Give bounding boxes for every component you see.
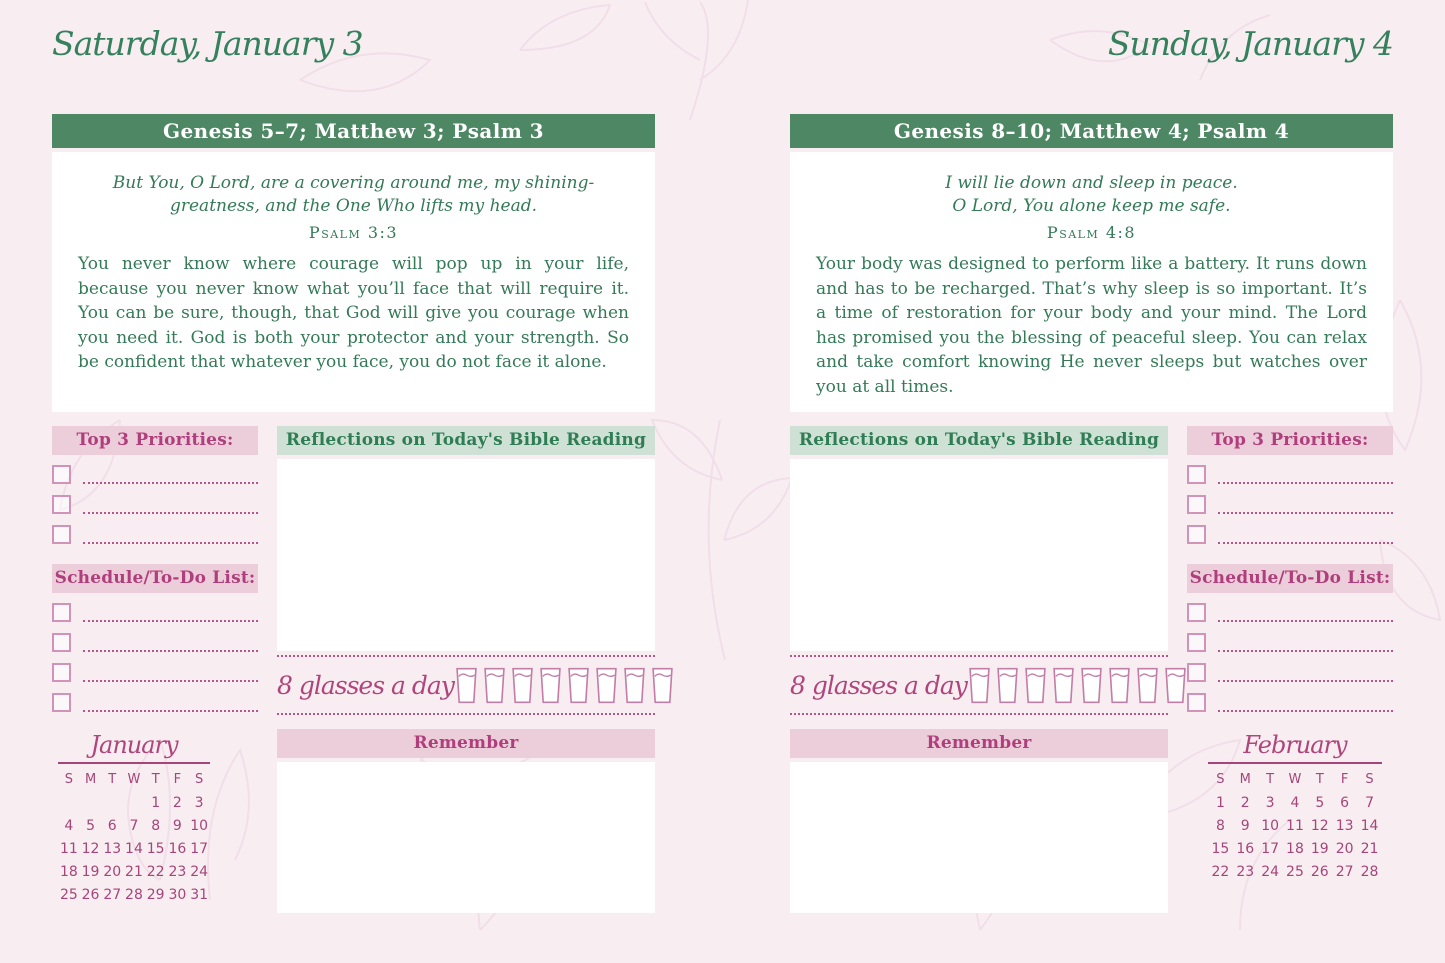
write-in-line[interactable] — [1218, 464, 1393, 484]
write-in-line[interactable] — [83, 524, 258, 544]
write-in-line[interactable] — [1218, 662, 1393, 682]
priorities-banner: Top 3 Priorities: — [1187, 426, 1393, 455]
water-glass-icon[interactable] — [995, 666, 1020, 705]
mini-calendar-divider — [58, 762, 210, 764]
water-glass-icon[interactable] — [1135, 666, 1160, 705]
calendar-day[interactable]: 7 — [1365, 794, 1374, 811]
write-in-line[interactable] — [83, 662, 258, 682]
calendar-day-header: M — [1239, 772, 1251, 787]
priorities-checklist — [52, 464, 258, 554]
schedule-banner: Schedule/To-Do List: — [52, 564, 258, 593]
calendar-day[interactable]: 5 — [86, 817, 96, 834]
calendar-day[interactable]: 16 — [168, 840, 187, 857]
calendar-day[interactable]: 18 — [59, 863, 78, 880]
schedule-checklist — [1187, 602, 1393, 722]
mini-calendar — [1208, 731, 1382, 883]
calendar-day[interactable]: 14 — [1360, 817, 1379, 834]
calendar-day[interactable]: 31 — [190, 886, 209, 903]
calendar-day[interactable]: 26 — [1310, 863, 1329, 880]
calendar-day[interactable]: 19 — [81, 863, 100, 880]
calendar-day[interactable]: 3 — [1265, 794, 1275, 811]
planner-page-left — [52, 0, 655, 963]
date-header: Saturday, January 3 — [52, 24, 363, 63]
calendar-day-header: S — [1365, 772, 1374, 787]
checklist-row — [1187, 692, 1393, 712]
water-glass-row — [967, 666, 1188, 705]
checkbox[interactable] — [1187, 465, 1206, 484]
water-glass-icon[interactable] — [967, 666, 992, 705]
water-glass-icon[interactable] — [538, 666, 563, 705]
calendar-day[interactable]: 28 — [1360, 863, 1379, 880]
checkbox[interactable] — [52, 525, 71, 544]
calendar-day[interactable]: 27 — [103, 886, 122, 903]
calendar-day[interactable]: 20 — [1335, 840, 1354, 857]
water-tracker — [277, 655, 655, 715]
calendar-day[interactable]: 11 — [1286, 817, 1304, 834]
calendar-day[interactable]: 8 — [1215, 817, 1225, 834]
calendar-day[interactable]: 12 — [81, 840, 100, 857]
water-glass-icon[interactable] — [482, 666, 507, 705]
calendar-day[interactable]: 11 — [59, 840, 78, 857]
calendar-day[interactable]: 22 — [1211, 863, 1230, 880]
calendar-day[interactable]: 8 — [151, 817, 161, 834]
calendar-day-header: T — [1266, 772, 1275, 787]
water-glass-icon[interactable] — [566, 666, 591, 705]
water-glass-row — [454, 666, 675, 705]
schedule-banner: Schedule/To-Do List: — [1187, 564, 1393, 593]
calendar-day[interactable]: 10 — [190, 817, 209, 834]
mini-calendar-divider — [1208, 762, 1382, 764]
calendar-day[interactable]: 24 — [190, 863, 209, 880]
water-glass-icon[interactable] — [650, 666, 675, 705]
checkbox[interactable] — [1187, 633, 1206, 652]
calendar-day[interactable]: 4 — [64, 817, 74, 834]
calendar-day[interactable]: 17 — [190, 840, 209, 857]
calendar-day — [101, 791, 123, 814]
devotional-box — [790, 152, 1393, 412]
reflections-banner: Reflections on Today's Bible Reading — [277, 426, 655, 455]
write-in-line[interactable] — [83, 464, 258, 484]
water-glass-icon[interactable] — [594, 666, 619, 705]
water-glass-icon[interactable] — [454, 666, 479, 705]
write-in-line[interactable] — [1218, 632, 1393, 652]
checklist-row — [52, 692, 258, 712]
write-in-line[interactable] — [83, 494, 258, 514]
calendar-day[interactable]: 2 — [1240, 794, 1250, 811]
remember-writing-area[interactable] — [277, 762, 655, 913]
water-glass-icon[interactable] — [1107, 666, 1132, 705]
calendar-day[interactable]: 2 — [172, 794, 182, 811]
calendar-day[interactable]: 19 — [1310, 840, 1329, 857]
calendar-day[interactable]: 24 — [1261, 863, 1280, 880]
scripture-quote — [816, 172, 1367, 219]
scripture-reference: Psalm 3:3 — [308, 222, 399, 242]
calendar-day[interactable]: 1 — [1215, 794, 1225, 811]
calendar-day-header: W — [127, 772, 141, 787]
water-glass-icon[interactable] — [1023, 666, 1048, 705]
mini-calendar-table — [58, 768, 210, 906]
quote-line: greatness, and the One Who lifts my head. — [169, 196, 537, 217]
calendar-day[interactable]: 15 — [1211, 840, 1230, 857]
calendar-day[interactable]: 7 — [129, 817, 139, 834]
calendar-day[interactable]: 27 — [1335, 863, 1354, 880]
calendar-day-header: F — [1340, 772, 1349, 787]
calendar-day[interactable]: 17 — [1261, 840, 1280, 857]
calendar-day[interactable]: 18 — [1286, 840, 1304, 857]
reflections-banner: Reflections on Today's Bible Reading — [790, 426, 1168, 455]
calendar-day[interactable]: 4 — [1290, 794, 1300, 811]
schedule-checklist — [52, 602, 258, 722]
priorities-checklist — [1187, 464, 1393, 554]
reflections-writing-area[interactable] — [277, 459, 655, 651]
calendar-day[interactable]: 16 — [1236, 840, 1255, 857]
mini-calendar — [58, 731, 210, 906]
calendar-day-header: M — [84, 772, 97, 787]
calendar-day-header: S — [64, 772, 73, 787]
reflections-writing-area[interactable] — [790, 459, 1168, 651]
calendar-day[interactable]: 13 — [103, 840, 122, 857]
calendar-day-header: T — [1315, 772, 1324, 787]
bible-reading-banner: Genesis 5–7; Matthew 3; Psalm 3 — [52, 114, 655, 148]
calendar-day[interactable]: 9 — [1240, 817, 1250, 834]
remember-writing-area[interactable] — [790, 762, 1168, 913]
water-tracker-label: 8 glasses a day — [277, 670, 454, 700]
water-glass-icon[interactable] — [622, 666, 647, 705]
scripture-quote — [78, 172, 629, 219]
calendar-day[interactable]: 10 — [1261, 817, 1280, 834]
calendar-day-header: F — [173, 772, 182, 787]
calendar-day[interactable]: 21 — [1360, 840, 1379, 857]
calendar-day[interactable]: 25 — [59, 886, 78, 903]
calendar-day — [58, 791, 80, 814]
bible-reading-banner: Genesis 8–10; Matthew 4; Psalm 4 — [790, 114, 1393, 148]
checklist-row — [52, 494, 258, 514]
water-tracker — [790, 655, 1168, 715]
mini-calendar-grid — [1208, 768, 1382, 883]
calendar-day-header: T — [151, 772, 160, 787]
checklist-row — [52, 464, 258, 484]
write-in-line[interactable] — [1218, 692, 1393, 712]
mini-calendar-title: February — [1243, 731, 1347, 759]
checklist-row — [1187, 494, 1393, 514]
calendar-day[interactable]: 14 — [125, 840, 143, 857]
devotional-box — [52, 152, 655, 412]
checkbox[interactable] — [52, 693, 71, 712]
calendar-day[interactable]: 15 — [146, 840, 165, 857]
quote-line: O Lord, You alone keep me safe. — [952, 196, 1231, 217]
checkbox[interactable] — [52, 495, 71, 514]
checklist-row — [52, 524, 258, 544]
calendar-day[interactable]: 25 — [1286, 863, 1304, 880]
checklist-row — [1187, 524, 1393, 544]
mini-calendar-grid — [58, 768, 210, 906]
calendar-day — [123, 791, 145, 814]
checkbox[interactable] — [1187, 603, 1206, 622]
write-in-line[interactable] — [1218, 602, 1393, 622]
calendar-day[interactable]: 6 — [107, 817, 117, 834]
calendar-day[interactable]: 13 — [1335, 817, 1354, 834]
devotional-text: You never know where courage will pop up in your life, because you never know what you’ll face that will require it. You can be sure, though, that God will give you courage when you need it. God is both your protector and your strength. So be confident that whatever you face, you do not face it alone. — [78, 253, 629, 373]
date-header: Sunday, January 4 — [1107, 24, 1393, 63]
water-tracker-label: 8 glasses a day — [790, 670, 967, 700]
water-glass-icon[interactable] — [510, 666, 535, 705]
calendar-day[interactable]: 5 — [1315, 794, 1325, 811]
write-in-line[interactable] — [83, 602, 258, 622]
checkbox[interactable] — [52, 663, 71, 682]
calendar-day[interactable]: 3 — [194, 794, 204, 811]
calendar-day[interactable]: 23 — [1236, 863, 1255, 880]
calendar-day[interactable]: 26 — [81, 886, 100, 903]
quote-line: But You, O Lord, are a covering around me, my shining- — [112, 173, 595, 193]
calendar-day — [80, 791, 102, 814]
calendar-day[interactable]: 1 — [151, 794, 161, 811]
checkbox[interactable] — [52, 603, 71, 622]
planner-page-right — [790, 0, 1393, 963]
write-in-line[interactable] — [1218, 494, 1393, 514]
devotional-text: Your body was designed to perform like a battery. It runs down and has to be recharged. That’s why sleep is so important. It’s a time of restoration for your body and your mind. The Lord has promised you the blessing of peaceful sleep. You can relax and take comfort knowing He never sleeps but watches over you at all times. — [816, 253, 1367, 398]
calendar-day[interactable]: 30 — [168, 886, 187, 903]
mini-calendar-table — [1208, 768, 1382, 883]
checklist-row — [1187, 662, 1393, 682]
mini-calendar-title: January — [90, 731, 178, 759]
checkbox[interactable] — [1187, 495, 1206, 514]
quote-line: I will lie down and sleep in peace. — [945, 173, 1238, 193]
calendar-day-header: S — [1216, 772, 1225, 787]
write-in-line[interactable] — [1218, 524, 1393, 544]
calendar-day-header: T — [108, 772, 117, 787]
water-glass-icon[interactable] — [1163, 666, 1188, 705]
remember-banner: Remember — [790, 729, 1168, 758]
checklist-row — [1187, 464, 1393, 484]
checkbox[interactable] — [1187, 693, 1206, 712]
priorities-banner: Top 3 Priorities: — [52, 426, 258, 455]
calendar-day[interactable]: 22 — [146, 863, 165, 880]
calendar-day[interactable]: 6 — [1340, 794, 1350, 811]
checklist-row — [52, 632, 258, 652]
calendar-day[interactable]: 20 — [103, 863, 122, 880]
checkbox[interactable] — [1187, 525, 1206, 544]
water-glass-icon[interactable] — [1051, 666, 1076, 705]
calendar-day-header: S — [194, 772, 204, 787]
write-in-line[interactable] — [83, 632, 258, 652]
checkbox[interactable] — [52, 465, 71, 484]
remember-banner: Remember — [277, 729, 655, 758]
checklist-row — [52, 602, 258, 622]
calendar-day[interactable]: 28 — [125, 886, 143, 903]
checkbox[interactable] — [52, 633, 71, 652]
checklist-row — [1187, 602, 1393, 622]
calendar-day[interactable]: 9 — [172, 817, 182, 834]
calendar-day[interactable]: 29 — [146, 886, 165, 903]
calendar-day[interactable]: 23 — [168, 863, 187, 880]
calendar-day[interactable]: 12 — [1310, 817, 1329, 834]
calendar-day[interactable]: 21 — [125, 863, 143, 880]
checklist-row — [52, 662, 258, 682]
checkbox[interactable] — [1187, 663, 1206, 682]
checklist-row — [1187, 632, 1393, 652]
write-in-line[interactable] — [83, 692, 258, 712]
water-glass-icon[interactable] — [1079, 666, 1104, 705]
scripture-reference: Psalm 4:8 — [1046, 222, 1137, 242]
calendar-day-header: W — [1288, 772, 1302, 787]
